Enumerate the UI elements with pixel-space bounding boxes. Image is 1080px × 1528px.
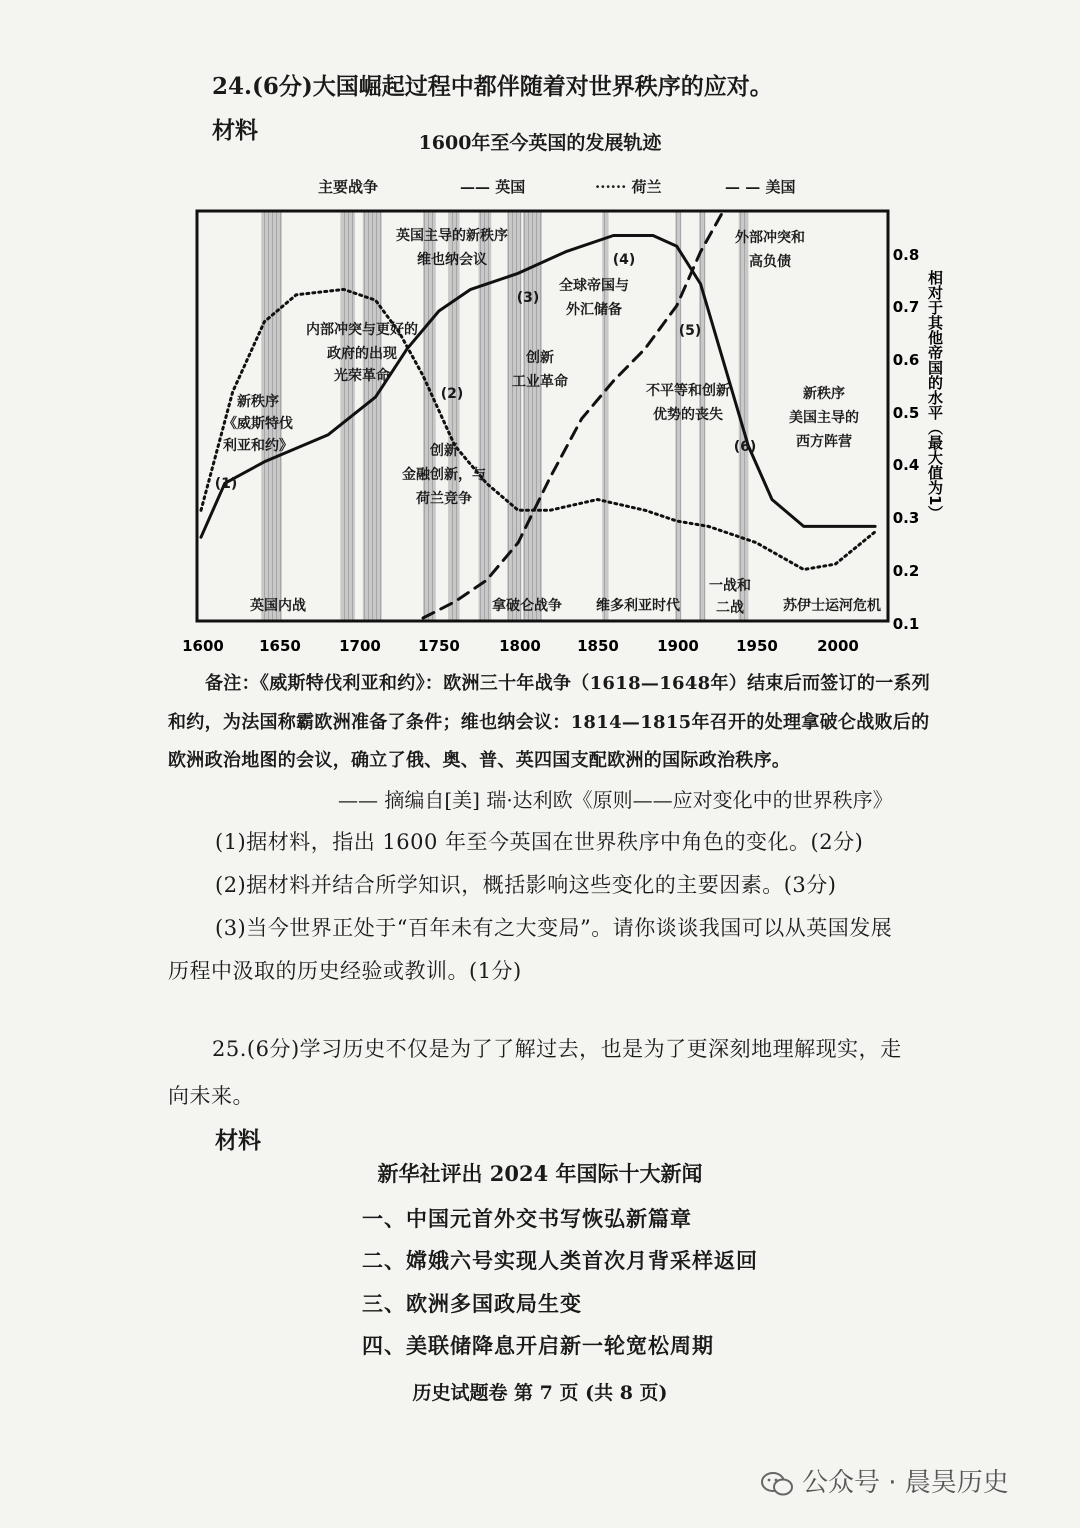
war-band-8 <box>602 211 608 621</box>
war-band-4 <box>448 211 459 621</box>
note-line: 和约，为法国称霸欧洲准备了条件；维也纳会议：1814—1815年召开的处理拿破仑战败后的 <box>168 712 930 733</box>
chart-annotation: 利亚和约》 <box>223 438 293 454</box>
war-band-5 <box>479 211 492 621</box>
y-tick-label: 0.5 <box>892 404 920 422</box>
material-label-25: 材料 <box>215 1127 261 1154</box>
chart-annotation: 内部冲突与更好的 <box>306 322 418 338</box>
x-tick-label: 1950 <box>736 637 778 655</box>
x-tick-label: 1900 <box>657 637 699 655</box>
war-label: 苏伊士运河危机 <box>783 598 881 614</box>
chart-annotation: 金融创新，与 <box>402 467 486 483</box>
sub-question: (1)据材料，指出 1600 年至今英国在世界秩序中角色的变化。(2分) <box>215 830 864 854</box>
chart-annotation: 美国主导的 <box>789 410 859 426</box>
legend-wars: 主要战争 <box>318 178 379 196</box>
chart-title: 1600年至今英国的发展轨迹 <box>418 132 662 154</box>
news-title: 新华社评出 2024 年国际十大新闻 <box>377 1161 703 1186</box>
chart-annotation: 优势的丧失 <box>653 407 723 423</box>
news-item: 三、欧洲多国政局生变 <box>362 1291 582 1316</box>
sub-question: (2)据材料并结合所学知识，概括影响这些变化的主要因素。(3分) <box>215 873 837 897</box>
x-tick-label: 1850 <box>577 637 619 655</box>
chart-annotation: (5) <box>678 323 702 339</box>
chart-annotation: 全球帝国与 <box>559 278 629 294</box>
x-tick-label: 1600 <box>182 637 224 655</box>
war-band-2 <box>363 211 382 621</box>
page-footer: 历史试题卷 第 7 页 (共 8 页) <box>412 1382 668 1404</box>
question-25-title-line1: 25.(6分)学习历史不仅是为了了解过去，也是为了更深刻地理解现实，走 <box>212 1037 902 1061</box>
x-tick-label: 1700 <box>339 637 381 655</box>
chart-annotation: 光荣革命 <box>334 368 390 384</box>
war-band-7 <box>523 211 542 621</box>
chart-annotation: 维也纳会议 <box>417 252 487 268</box>
legend-nl: ······ 荷兰 <box>595 178 662 196</box>
war-label: 二战 <box>716 600 744 616</box>
war-label: 拿破仑战争 <box>492 598 562 614</box>
note-line: 欧洲政治地图的会议，确立了俄、奥、普、英四国支配欧洲的国际政治秩序。 <box>168 750 791 771</box>
wechat-icon <box>760 1471 794 1497</box>
question-24-title: 24.(6分)大国崛起过程中都伴随着对世界秩序的应对。 <box>212 73 773 100</box>
chart-annotation: 创新 <box>526 350 554 366</box>
y-tick-label: 0.1 <box>892 615 920 633</box>
legend-us: — — 美国 <box>725 178 796 196</box>
source-citation: —— 摘编自[美] 瑞·达利欧《原则——应对变化中的世界秩序》 <box>338 788 893 812</box>
note-line: 备注：《威斯特伐利亚和约》：欧洲三十年战争（1618—1648年）结束后而签订的一系列 <box>205 673 931 694</box>
chart-annotation: (6) <box>733 439 757 455</box>
x-tick-label: 2000 <box>817 637 859 655</box>
legend-uk: —— 英国 <box>460 178 526 196</box>
chart-annotation: (2) <box>440 386 464 402</box>
news-item: 一、中国元首外交书写恢弘新篇章 <box>362 1206 692 1231</box>
chart-annotation: 《威斯特伐 <box>223 416 293 432</box>
sub-question: 历程中汲取的历史经验或教训。(1分) <box>168 959 522 983</box>
x-tick-label: 1650 <box>259 637 301 655</box>
chart-annotation: (3) <box>516 290 540 306</box>
x-tick-label: 1800 <box>499 637 541 655</box>
chart-annotation: 外部冲突和 <box>735 230 805 246</box>
chart-annotation: 荷兰竞争 <box>416 491 472 507</box>
chart-annotation: 创新 <box>430 443 458 459</box>
news-item: 四、美联储降息开启新一轮宽松周期 <box>362 1333 714 1358</box>
news-item: 二、嫦娥六号实现人类首次月背采样返回 <box>362 1248 758 1273</box>
y-tick-label: 0.7 <box>892 298 920 316</box>
watermark-text: 公众号 · 晨昊历史 <box>802 1468 1009 1498</box>
chart-annotation: 不平等和创新 <box>646 383 730 399</box>
chart-annotation: (4) <box>612 252 636 268</box>
chart-annotation: 新秩序 <box>237 394 279 410</box>
chart-annotation: 高负债 <box>749 254 791 270</box>
material-label: 材料 <box>212 117 258 144</box>
y-axis-label: 相对于其他帝国的水平（最大值为1） <box>926 270 944 521</box>
chart-annotation: 英国主导的新秩序 <box>396 228 508 244</box>
y-tick-label: 0.4 <box>892 456 920 474</box>
y-tick-label: 0.8 <box>892 246 920 264</box>
war-label: 一战和 <box>709 578 751 594</box>
y-tick-label: 0.3 <box>892 509 920 527</box>
uk-trajectory-chart <box>0 0 1080 670</box>
watermark <box>760 1462 1009 1499</box>
chart-annotation: (1) <box>214 476 238 492</box>
chart-annotation: 政府的出现 <box>327 346 397 362</box>
sub-question: (3)当今世界正处于“百年未有之大变局”。请你谈谈我国可以从英国发展 <box>215 916 893 940</box>
y-tick-label: 0.6 <box>892 351 920 369</box>
war-label: 英国内战 <box>250 598 306 614</box>
chart-annotation: 外汇储备 <box>566 302 622 318</box>
y-tick-label: 0.2 <box>892 562 920 580</box>
chart-annotation: 西方阵营 <box>796 434 852 450</box>
chart-annotation: 新秩序 <box>803 386 845 402</box>
x-tick-label: 1750 <box>418 637 460 655</box>
war-label: 维多利亚时代 <box>596 598 680 614</box>
chart-annotation: 工业革命 <box>512 374 568 390</box>
question-25-title-line2: 向未来。 <box>168 1084 254 1108</box>
war-band-3 <box>423 211 436 621</box>
